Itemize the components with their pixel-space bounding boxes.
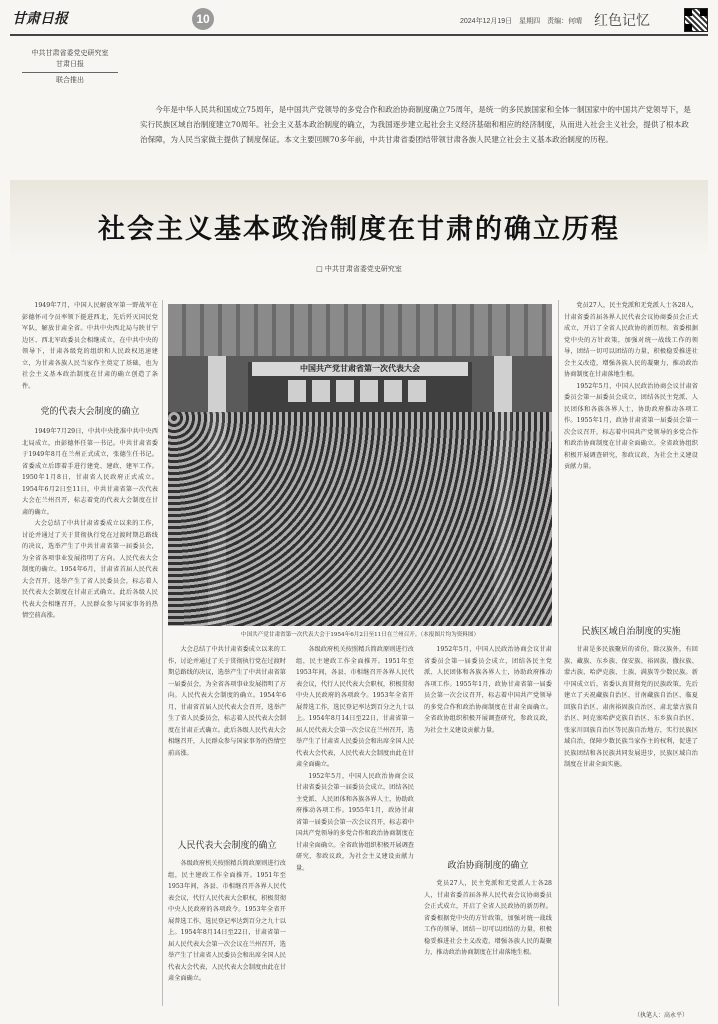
newspaper-logo: 甘肃日报 [12,11,68,27]
paragraph: 甘肃是多民族聚居的省份，除汉族外，有回族、藏族、东乡族、保安族、裕固族、撒拉族、蒙古族、哈萨克族、土族、满族等少数民族。新中国成立后，省委认真贯彻党的民族政策，先后建立了天祝藏族自治区、甘南藏族自治区、临夏回族自治区、肃南裕固族自治区、肃北蒙古族自治区、阿克塞哈萨克族自治区、东乡族自治区、张家川回族自治区等民族自治地方，实行民族区域自治，保障少数民族当家作主的权利，促进了民族团结和各民族共同发展进步，民族区域自治制度在甘肃全面实施。 [564,646,698,768]
paragraph: 大会总结了中共甘肃省委成立以来的工作，讨论并通过了关于贯彻执行党在过渡时期总路线的决议，选举产生了中共甘肃省第一届委员会，为全省各项事业发展指明了方向。人民代表大会制度的确立。1954年6月，甘肃省首届人民代表大会召开，选举产生了省人民委员会，标志着人民代表大会制度在甘肃正式确立。此后各级人民代表大会相继召开，人民群众参与国家事务的热情空前高涨。 [22,520,158,619]
article-column-4b [424,878,552,1006]
paragraph: 党员27人，民主党派和无党派人士各28人，甘肃省委首届各界人民代表会议协商委员会正式成立，开启了全省人民政协的新历程。省委根据党中央的方针政策，加强对统一战线工作的领导，团结一切可以团结的力量，积极稳妥推进社会主义改造，增强各族人民的凝聚力，推动政治协商制度在甘肃落地生根。 [564,302,698,378]
subhead-ethnic-autonomy: 民族区域自治制度的实施 [581,627,681,637]
paragraph: 1952年5月，中国人民政治协商会议甘肃省委员会第一届委员会成立，团结各民主党派、人民团体和各族各界人士，协助政府推动各项工作。1955年1月，政协甘肃省第一届委员会第一次会议召开，标志着中国共产党领导的多党合作和政治协商制度在甘肃全面确立。全省政协组织积极开展调查研究，参政议政，为社会主义建设贡献力量。 [564,382,698,470]
byline-line1: 中共甘肃省委党史研究室 [31,49,109,57]
masthead [10,8,708,36]
article-column-1b [22,426,158,1006]
congress-photo [168,304,552,626]
headline: 社会主义基本政治制度在甘肃的确立历程 [98,214,620,245]
byline-line2: 甘肃日报 [56,60,84,68]
article-column-2b [168,858,286,1006]
article-column-2 [168,644,286,824]
paragraph: 1952年5月，中国人民政治协商会议甘肃省委员会第一届委员会成立，团结各民主党派、人民团体和各族各界人士，协助政府推动各项工作。1955年1月，政协甘肃省第一届委员会第一次会议召开，标志着中国共产党领导的多党合作和政治协商制度在甘肃全面确立。全省政协组织积极开展调查研究，参政议政，为社会主义建设贡献力量。 [296,772,414,872]
dateline: 2024年12月19日 星期四 责编：何晴 [460,18,583,25]
photo-caption: 中国共产党甘肃省第一次代表大会于1954年6月2日至11日在兰州召开。（本报图片均为资料图） [240,632,480,638]
paragraph: 各级政府机关按照精兵简政原则进行改组，民主建政工作全面推开。1951年至1953年间，各县、市相继召开各界人民代表会议，代行人民代表大会职权，积极贯彻中央人民政府的各项政令。1953年全省开展普选工作，选民登记率达到百分之九十以上。1954年8月14日至22日，甘肃省第一届人民代表大会第一次会议在兰州召开，选举产生了甘肃省人民委员会和出席全国人民代表大会代表，人民代表大会制度由此在甘肃全面确立。 [296,646,414,768]
column-divider [162,300,163,1006]
article-column-3 [296,644,414,1006]
paragraph: 大会总结了中共甘肃省委成立以来的工作，讨论并通过了关于贯彻执行党在过渡时期总路线的决议，选举产生了中共甘肃省第一届委员会，为全省各项事业发展指明了方向。人民代表大会制度的确立。1954年6月，甘肃省首届人民代表大会召开，选举产生了省人民委员会，标志着人民代表大会制度在甘肃正式确立。此后各级人民代表大会相继召开，人民群众参与国家事务的热情空前高涨。 [168,646,286,757]
lede-paragraph: 今年是中华人民共和国成立75周年，是中国共产党领导的多党合作和政治协商制度确立75周年，是统一的多民族国家和全体一制国家中的中国共产党领导下，是实行民族区域自治制度建立70周年。社会主义基本政治制度的确立，为我国逐步建立起社会主义经济基础和相应的经济制度，从而进入社会主义社会，提供了根本政治保障，为人民当家做主提供了制度保证。本文主要回顾70多年前，中共甘肃省委团结带领甘肃各族人民建立社会主义基本政治制度的历程。 [140,105,691,144]
subhead-party-congress: 党的代表大会制度的确立 [40,407,140,417]
column-divider [558,300,559,1006]
paragraph: 各级政府机关按照精兵简政原则进行改组，民主建政工作全面推开。1951年至1953年间，各县、市相继召开各界人民代表会议，代行人民代表大会职权，积极贯彻中央人民政府的各项政令。1953年全省开展普选工作，选民登记率达到百分之九十以上。1954年8月14日至22日，甘肃省第一届人民代表大会第一次会议在兰州召开，选举产生了甘肃省人民委员会和出席全国人民代表大会代表，人民代表大会制度由此在甘肃全面确立。 [168,860,286,982]
photo-portraits [288,380,432,402]
article-column-4 [424,644,552,844]
article-column-1 [22,300,158,392]
paragraph: 1949年7月，中国人民解放军第一野战军在彭德怀司令员率领下挺进西北，先后歼灭国民党军队，解放甘肃全省。中共中央西北局与陕甘宁边区、西北军政委员会相继成立，在中共中央的领导下，甘肃各级党的组织和人民政权迅速建立，为甘肃各族人民当家作主奠定了基础，也为社会主义基本政治制度在甘肃的确立创造了条件。 [22,302,158,390]
author-credit: □ 中共甘肃省委党史研究室 [316,265,402,273]
photo-crowd [168,412,552,626]
byline-box [22,48,118,86]
paragraph: 党员27人，民主党派和无党派人士各28人，甘肃省委首届各界人民代表会议协商委员会正式成立，开启了全省人民政协的新历程。省委根据党中央的方针政策，加强对统一战线工作的领导，团结一切可以团结的力量，积极稳妥推进社会主义改造，增强各族人民的凝聚力，推动政治协商制度在甘肃落地生根。 [424,880,552,956]
stage-banner-text: 中国共产党甘肃省第一次代表大会 [252,362,468,376]
byline-line3: 联合推出 [56,76,84,84]
author-footnote: （执笔人：高永平） [634,1012,689,1019]
article-column-5b [564,644,698,1006]
paragraph: 1952年5月，中国人民政治协商会议甘肃省委员会第一届委员会成立，团结各民主党派、人民团体和各族各界人士，协助政府推动各项工作。1955年1月，政协甘肃省第一届委员会第一次会议召开，标志着中国共产党领导的多党合作和政治协商制度在甘肃全面确立。全省政协组织积极开展调查研究，参政议政，为社会主义建设贡献力量。 [424,646,552,734]
qr-code-icon[interactable] [684,8,708,32]
subhead-political-consultation: 政治协商制度的确立 [447,861,529,871]
section-title: 红色记忆 [594,12,650,28]
divider [22,72,118,73]
photo-ceiling [168,304,552,356]
article-column-5 [564,300,698,610]
paragraph: 1949年7月29日，中共中央批准中共中央西北局成立，由彭德怀任第一书记。中共甘肃省委于1949年8月在兰州正式成立，张德生任书记。省委成立后即着手进行建党、建政、建军工作。1950年1月8日，甘肃省人民政府正式成立。1954年6月2日至11日，中共甘肃省第一次代表大会在兰州召开，标志着党的代表大会制度在甘肃的确立。 [22,428,158,516]
page-number: 10 [192,8,214,30]
subhead-peoples-congress: 人民代表大会制度的确立 [177,841,277,851]
